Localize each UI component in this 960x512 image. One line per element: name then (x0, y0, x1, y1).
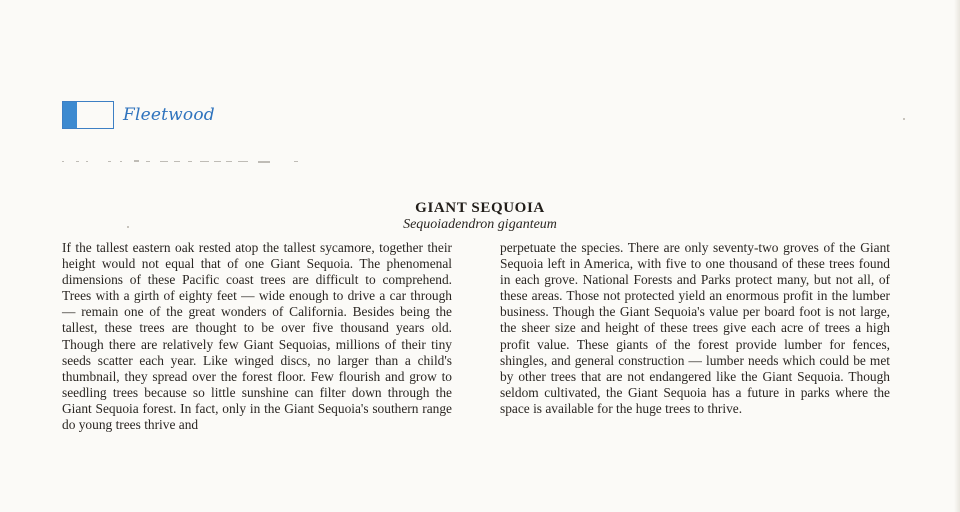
paper-speck (127, 226, 129, 228)
text-column-left: If the tallest eastern oak rested atop the tallest sycamore, together their height would not equal that of one Giant Sequoia. The phenomenal dimensions of these Pacific coast trees are difficult to comprehend. Trees with a girth of eighty feet — wide enough to drive a car through — remain one of the great wonders of California. Besides being the tallest, these trees are thought to be over five thousand years old. Though there are relatively few Giant Sequoias, millions of their tiny seeds scatter each year. Like winged discs, no larger than a child's thumbnail, they spread over the forest floor. Few flourish and grow to seedling trees because so little sunshine can filter down through the Giant Sequoia forest. In fact, only in the Giant Sequoia's southern range do young trees thrive and (62, 240, 452, 433)
article-title: GIANT SEQUOIA (415, 200, 545, 216)
logo-box-fill (63, 102, 77, 128)
article-subtitle: Sequoiadendron giganteum (403, 217, 557, 232)
logo-box-icon (62, 101, 114, 129)
paper-speck (903, 118, 905, 120)
fleetwood-logo (62, 101, 215, 129)
page-edge-shadow (954, 0, 960, 512)
logo-wordmark: Fleetwood (123, 105, 215, 125)
text-column-right: perpetuate the species. There are only seventy-two groves of the Giant Sequoia left in America, with five to one thousand of these trees found in each grove. National Forests and Parks protect many, but not all, of these areas. Those not protected yield an enormous profit in the lumber business. Though the Giant Sequoia's value per board foot is not large, the sheer size and height of these trees give each acre of trees a high profit value. These giants of the forest provide lumber for fences, shingles, and general construction — lumber needs which could be met by other trees that are not endangered like the Giant Sequoia. Though seldom cultivated, the Giant Sequoia has a future in parks where the space is available for the huge trees to thrive. (500, 240, 890, 416)
faint-postmark-trace (62, 160, 302, 163)
